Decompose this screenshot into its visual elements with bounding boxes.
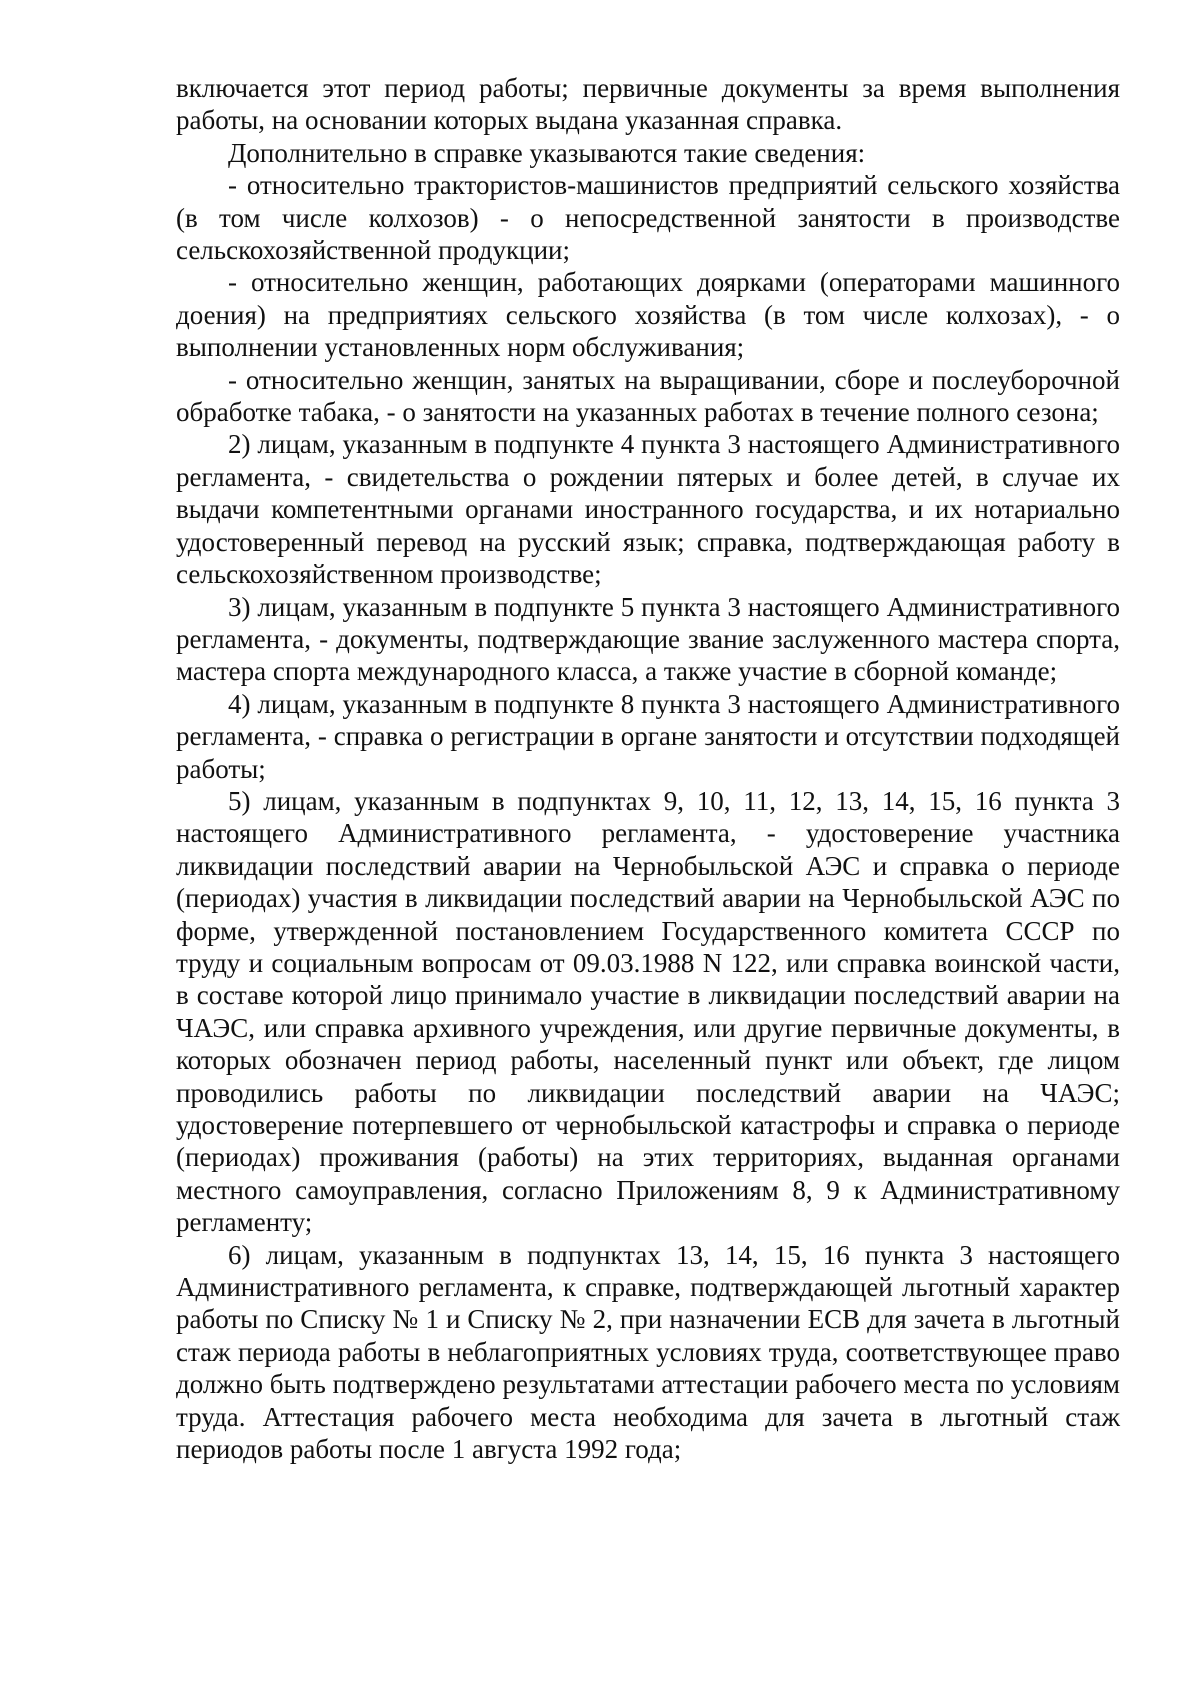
paragraph-item-2: 2) лицам, указанным в подпункте 4 пункта 3 настоящего Административного регламента, - свидетельства о рождении пятерых и более детей, в случае их выдачи компетентными органами иностранного государства, и их нотариально удостоверенный перевод на русский язык; справка, подтверждающая работу в сельскохозяйственном производстве; [176, 429, 1120, 590]
paragraph-item-4: 4) лицам, указанным в подпункте 8 пункта 3 настоящего Административного регламента, - справка о регистрации в органе занятости и отсутствии подходящей работы; [176, 688, 1120, 784]
paragraph-item-5: 5) лицам, указанным в подпунктах 9, 10, 11, 12, 13, 14, 15, 16 пункта 3 настоящего Административного регламента, - удостоверение участника ликвидации последствий аварии на Чернобыльской АЭС и справка о периоде (периодах) участия в ликвидации последствий аварии на Чернобыльской АЭС по форме, утвержденной постановлением Государственного комитета СССР по труду и социальным вопросам от 09.03.1988 N 122, или справка воинской части, в составе которой лицо принимало участие в ликвидации последствий аварии на ЧАЭС, или справка архивного учреждения, или другие первичные документы, в которых обозначен период работы, населенный пункт или объект, где лицом проводились работы по ликвидации последствий аварии на ЧАЭС; удостоверение потерпевшего от чернобыльской катастрофы и справка о периоде (периодах) проживания (работы) на этих территориях, выданная органами местного самоуправления, согласно Приложениям 8, 9 к Административному регламенту; [176, 785, 1120, 1238]
paragraph-continuation: включается этот период работы; первичные документы за время выполнения работы, на основании которых выдана указанная справка. [176, 73, 1120, 136]
paragraph-item-6: 6) лицам, указанным в подпунктах 13, 14, 15, 16 пункта 3 настоящего Административного регламента, к справке, подтверждающей льготный характер работы по Списку № 1 и Списку № 2, при назначении ЕСВ для зачета в льготный стаж периода работы в неблагоприятных условиях труда, соответствующее право должно быть подтверждено результатами аттестации рабочего места по условиям труда. Аттестация рабочего места необходима для зачета в льготный стаж периодов работы после 1 августа 1992 года; [176, 1239, 1120, 1465]
paragraph-item-3: 3) лицам, указанным в подпункте 5 пункта 3 настоящего Административного регламента, - документы, подтверждающие звание заслуженного мастера спорта, мастера спорта международного класса, а также участие в сборной команде; [176, 591, 1120, 687]
document-page [176, 72, 1120, 1465]
paragraph-additional-info: Дополнительно в справке указываются такие сведения: [228, 137, 866, 168]
paragraph-tobacco-workers: - относительно женщин, занятых на выращивании, сборе и послеуборочной обработке табака, - о занятости на указанных работах в течение полного сезона; [176, 364, 1120, 428]
paragraph-tractor-drivers: - относительно трактористов-машинистов предприятий сельского хозяйства (в том числе колхозов) - о непосредственной занятости в производстве сельскохозяйственной продукции; [176, 170, 1120, 266]
paragraph-milkmaids: - относительно женщин, работающих доярками (операторами машинного доения) на предприятиях сельского хозяйства (в том числе колхозах), - о выполнении установленных норм обслуживания; [176, 267, 1120, 363]
